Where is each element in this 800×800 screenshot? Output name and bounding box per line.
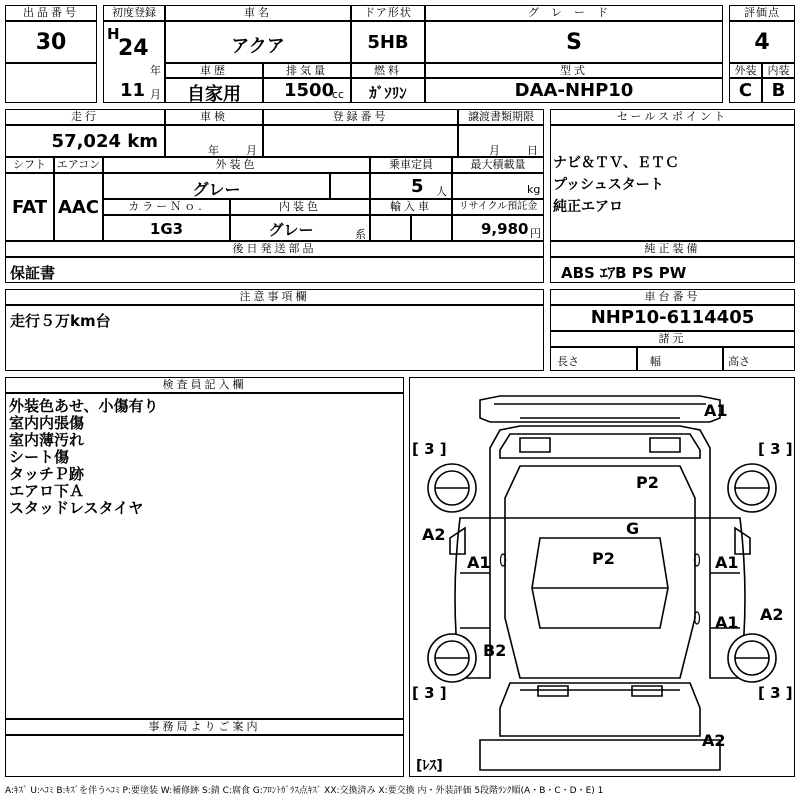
sales-point-line: ナビ＆ＴＶ、ＥＴＣ bbox=[553, 155, 679, 171]
inspector-line: エアロ下Ａ bbox=[9, 482, 85, 500]
first-reg-year-unit: 年 bbox=[150, 64, 161, 77]
inspection-month-unit: 月 bbox=[246, 144, 257, 157]
color-no-value: 1G3 bbox=[149, 220, 184, 238]
fuel-value: ｶﾞｿﾘﾝ bbox=[369, 84, 407, 102]
score-value: 4 bbox=[754, 30, 770, 55]
exterior-color-label: 外装色 bbox=[103, 157, 370, 173]
mileage-value: 57,024 km bbox=[51, 131, 158, 152]
score-ext-label: 外装 bbox=[729, 63, 762, 78]
first-reg-cell bbox=[103, 21, 165, 103]
capacity-value: 5 bbox=[411, 176, 424, 197]
transfer-due-label: 譲渡書類期限 bbox=[458, 109, 544, 125]
inspector-line: 室内内張傷 bbox=[9, 414, 85, 432]
exterior-color-value: グレー bbox=[192, 180, 241, 199]
specs-label: 諸元 bbox=[550, 331, 795, 347]
damage-mark: P2 bbox=[592, 549, 615, 568]
color-no-label: カラーＮｏ. bbox=[103, 199, 230, 215]
lot-extra-cell bbox=[5, 63, 97, 103]
notes-label: 注意事項欄 bbox=[5, 289, 544, 305]
inspection-year-unit: 年 bbox=[208, 144, 219, 157]
inspector-line: タッチＰ跡 bbox=[9, 465, 85, 483]
specs-width-cell bbox=[637, 347, 723, 371]
damage-mark: A1 bbox=[715, 553, 739, 572]
specs-length-cell bbox=[550, 347, 637, 371]
shift-label: シフト bbox=[5, 157, 54, 173]
import-label: 輸入車 bbox=[370, 199, 452, 215]
mileage-cell bbox=[5, 125, 165, 157]
inspector-line: 外装色あせ、小傷有り bbox=[9, 397, 159, 415]
grade-value: S bbox=[566, 30, 582, 55]
recycle-unit: 円 bbox=[530, 227, 541, 240]
score-cell bbox=[729, 21, 795, 63]
genuine-equipment-cell bbox=[550, 257, 795, 283]
score-label: 評価点 bbox=[729, 5, 795, 21]
first-reg-era: H bbox=[107, 25, 120, 43]
fuel-cell bbox=[351, 78, 425, 103]
inspection-cell bbox=[165, 125, 263, 157]
door-cell bbox=[351, 21, 425, 63]
import-cell-b bbox=[411, 215, 452, 241]
reg-no-cell bbox=[263, 125, 458, 157]
max-load-cell bbox=[452, 173, 544, 199]
reg-no-label: 登録番号 bbox=[263, 109, 458, 125]
first-reg-label: 初度登録 bbox=[103, 5, 165, 21]
first-reg-month: 11 bbox=[120, 80, 146, 101]
inspector-label: 検査員記入欄 bbox=[5, 377, 404, 393]
door-label: ドア形状 bbox=[351, 5, 425, 21]
later-parts-label: 後日発送部品 bbox=[5, 241, 544, 257]
first-reg-year: 24 bbox=[118, 36, 149, 61]
specs-height-cell bbox=[723, 347, 795, 371]
score-int-value: B bbox=[771, 80, 786, 101]
spare-tire-mark: [ﾚｽ] bbox=[416, 758, 443, 774]
model-label: 型式 bbox=[425, 63, 723, 78]
lot-value: 30 bbox=[35, 30, 67, 55]
genuine-equipment-label: 純正装備 bbox=[550, 241, 795, 257]
interior-color-unit: 系 bbox=[355, 228, 366, 241]
exterior-color-cell bbox=[103, 173, 330, 199]
damage-mark: A2 bbox=[760, 605, 784, 624]
ac-value: AAC bbox=[57, 197, 100, 218]
notes-cell bbox=[5, 305, 544, 371]
displacement-value: 1500 bbox=[284, 80, 335, 101]
inspector-line: 室内薄汚れ bbox=[9, 431, 85, 449]
inspector-line: スタッドレスタイヤ bbox=[9, 499, 144, 517]
capacity-unit: 人 bbox=[436, 185, 447, 198]
import-cell-a bbox=[370, 215, 411, 241]
exterior-color-extra bbox=[330, 173, 370, 199]
inspection-label: 車検 bbox=[165, 109, 263, 125]
interior-color-label: 内装色 bbox=[230, 199, 370, 215]
office-cell bbox=[5, 735, 404, 777]
transfer-due-month-unit: 月 bbox=[489, 144, 500, 157]
inspector-line: シート傷 bbox=[9, 448, 70, 466]
displacement-unit: cc bbox=[332, 88, 345, 101]
damage-mark: G bbox=[626, 519, 640, 538]
grade-label: グレード bbox=[425, 5, 723, 21]
recycle-value: 9,980 bbox=[481, 220, 529, 238]
model-cell bbox=[425, 78, 723, 103]
specs-width-label: 幅 bbox=[650, 355, 661, 368]
interior-color-value: グレー bbox=[268, 221, 314, 239]
specs-height-label: 高さ bbox=[728, 355, 750, 368]
car-name-cell bbox=[165, 21, 351, 63]
damage-mark: A2 bbox=[422, 525, 446, 544]
color-no-cell bbox=[103, 215, 230, 241]
max-load-label: 最大積載量 bbox=[452, 157, 544, 173]
sales-points-label: セールスポイント bbox=[550, 109, 795, 125]
sales-points-cell bbox=[550, 125, 795, 241]
shift-value: FAT bbox=[11, 197, 48, 218]
car-diagram bbox=[409, 377, 795, 777]
displacement-cell bbox=[263, 78, 351, 103]
office-label: 事務局よりご案内 bbox=[5, 719, 404, 735]
door-value: 5HB bbox=[367, 32, 409, 53]
transfer-due-day-unit: 日 bbox=[527, 144, 538, 157]
later-parts-cell bbox=[5, 257, 544, 283]
displacement-label: 排気量 bbox=[263, 63, 351, 78]
transfer-due-cell bbox=[458, 125, 544, 157]
tire-mark: [ 3 ] bbox=[758, 684, 793, 702]
car-name-value: アクア bbox=[231, 36, 285, 57]
sales-point-line: プッシュスタート bbox=[553, 177, 664, 193]
car-name-label: 車名 bbox=[165, 5, 351, 21]
genuine-equipment-value: ABS ｴｱB PS PW bbox=[561, 264, 687, 282]
history-cell bbox=[165, 78, 263, 103]
capacity-cell bbox=[370, 173, 452, 199]
chassis-value: NHP10-6114405 bbox=[590, 307, 755, 328]
history-value: 自家用 bbox=[187, 84, 241, 105]
specs-length-label: 長さ bbox=[557, 355, 579, 368]
damage-mark: A1 bbox=[704, 401, 728, 420]
damage-mark: A1 bbox=[467, 553, 491, 572]
ac-cell bbox=[54, 173, 103, 241]
damage-mark: A2 bbox=[702, 731, 726, 750]
inspector-cell bbox=[5, 393, 404, 719]
damage-mark: P2 bbox=[636, 473, 659, 492]
interior-color-cell bbox=[230, 215, 370, 241]
mileage-label: 走行 bbox=[5, 109, 165, 125]
lot-label: 出品番号 bbox=[5, 5, 97, 21]
score-int-label: 内装 bbox=[762, 63, 795, 78]
fuel-label: 燃料 bbox=[351, 63, 425, 78]
max-load-unit: kg bbox=[527, 183, 541, 196]
tire-mark: [ 3 ] bbox=[412, 684, 447, 702]
chassis-label: 車台番号 bbox=[550, 289, 795, 305]
score-ext-value: C bbox=[738, 80, 753, 101]
ac-label: エアコン bbox=[54, 157, 103, 173]
capacity-label: 乗車定員 bbox=[370, 157, 452, 173]
damage-mark: B2 bbox=[483, 641, 507, 660]
score-ext-cell bbox=[729, 78, 762, 103]
recycle-label: リサイクル預託金 bbox=[452, 199, 544, 215]
recycle-cell bbox=[452, 215, 544, 241]
score-int-cell bbox=[762, 78, 795, 103]
sales-point-line: 純正エアロ bbox=[553, 199, 623, 215]
damage-mark: A1 bbox=[715, 613, 739, 632]
tire-mark: [ 3 ] bbox=[412, 440, 447, 458]
chassis-cell bbox=[550, 305, 795, 331]
model-value: DAA-NHP10 bbox=[514, 80, 634, 101]
car-diagram-svg bbox=[410, 378, 794, 776]
lot-cell bbox=[5, 21, 97, 63]
grade-cell bbox=[425, 21, 723, 63]
tire-mark: [ 3 ] bbox=[758, 440, 793, 458]
shift-cell bbox=[5, 173, 54, 241]
history-label: 車歴 bbox=[165, 63, 263, 78]
legend-text: A:ｷｽﾞ U:ﾍｺﾐ B:ｷｽﾞを伴うﾍｺﾐ P:要塗装 W:補修跡 S:錆 C:腐食 G:ﾌﾛﾝﾄｶﾞﾗｽ点ｷｽﾞ XX:交換済み X:要交換 内・外装評価 5段階ﾗﾝｸ順(A・B・C・D・E) 1 bbox=[5, 786, 604, 796]
later-parts-value: 保証書 bbox=[10, 264, 56, 282]
first-reg-month-unit: 月 bbox=[150, 88, 161, 101]
notes-value: 走行５万km台 bbox=[10, 312, 111, 330]
